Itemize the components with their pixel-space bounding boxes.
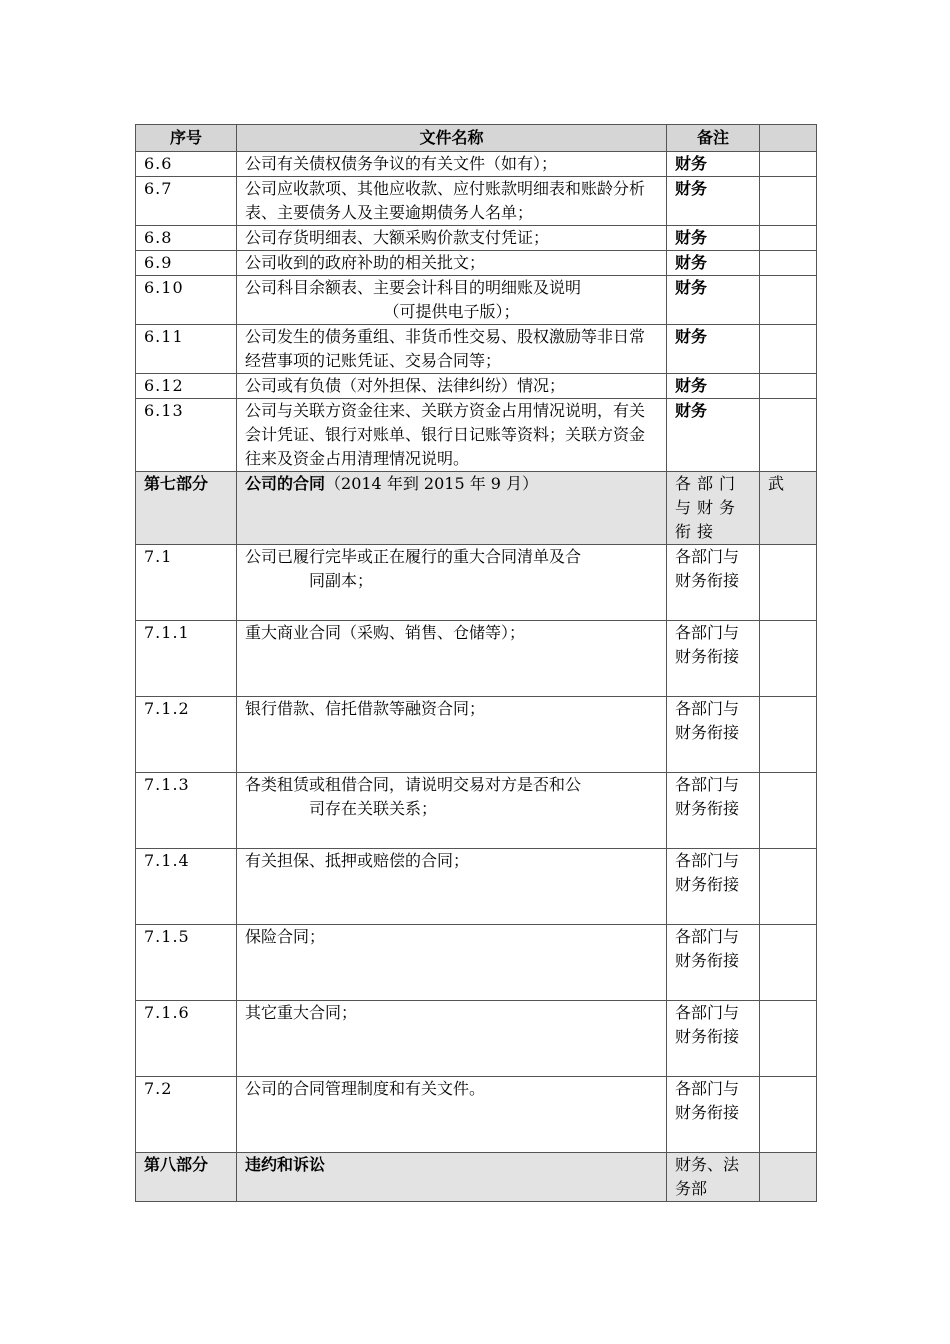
row-text-line2: 同副本； [309,571,374,590]
row-number: 6.11 [136,325,237,374]
row-number: 6.6 [136,152,237,177]
row-text [237,545,667,621]
row-extra [760,1077,817,1153]
section-title-rest: （2014 年到 2015 年 9 月） [325,474,539,493]
row-text-line2: 司存在关联关系； [309,799,438,818]
row-extra [760,276,817,325]
table-row [136,697,817,773]
row-extra [760,251,817,276]
row-text: 公司应收款项、其他应收款、应付账款明细表和账龄分析表、主要债务人及主要逾期债务人名单； [237,177,667,226]
row-note: 财务 [667,276,760,325]
row-number: 6.8 [136,226,237,251]
row-text-line1: 各类租赁或租借合同，请说明交易对方是否和公 [245,775,582,794]
table-row [136,399,817,472]
row-number: 6.10 [136,276,237,325]
row-note: 财务 [667,177,760,226]
table-row [136,226,817,251]
row-extra [760,226,817,251]
section-number: 第八部分 [136,1153,237,1202]
row-extra [760,773,817,849]
row-number: 7.1.5 [136,925,237,1001]
row-extra [760,399,817,472]
row-text: 银行借款、信托借款等融资合同； [237,697,667,773]
section-title-bold: 公司的合同 [245,474,326,493]
row-note: 各部门与财务衔接 [667,1077,760,1153]
row-number: 7.1.2 [136,697,237,773]
row-note: 财务 [667,152,760,177]
row-note: 财务 [667,399,760,472]
row-note: 各部门与财务衔接 [667,621,760,697]
header-extra [760,125,817,152]
row-note: 各部门与财务衔接 [667,773,760,849]
header-filename: 文件名称 [237,125,667,152]
table-row [136,251,817,276]
table-row [136,621,817,697]
section-extra: 武 [760,472,817,545]
row-number: 6.13 [136,399,237,472]
row-extra [760,374,817,399]
table-row [136,773,817,849]
row-text-line1: 公司已履行完毕或正在履行的重大合同清单及合 [245,547,582,566]
row-extra [760,1001,817,1077]
row-extra [760,177,817,226]
header-seq: 序号 [136,125,237,152]
section-title [237,472,667,545]
row-number: 6.7 [136,177,237,226]
row-number: 6.12 [136,374,237,399]
table-header-row [136,125,817,152]
table-row [136,925,817,1001]
table-row [136,325,817,374]
table-row [136,276,817,325]
table-row [136,1077,817,1153]
section-note: 财务、法务部 [667,1153,760,1202]
document-table [135,124,817,1202]
row-extra [760,545,817,621]
row-note: 财务 [667,374,760,399]
row-text: 公司发生的债务重组、非货币性交易、股权激励等非日常经营事项的记账凭证、交易合同等； [237,325,667,374]
table-row [136,177,817,226]
row-note: 财务 [667,226,760,251]
table-row [136,545,817,621]
row-extra [760,849,817,925]
row-extra [760,925,817,1001]
section-extra [760,1153,817,1202]
table-row [136,374,817,399]
row-note: 财务 [667,325,760,374]
row-number: 7.2 [136,1077,237,1153]
row-text: 公司有关债权债务争议的有关文件（如有）； [237,152,667,177]
row-text: 公司存货明细表、大额采购价款支付凭证； [237,226,667,251]
table-row [136,849,817,925]
row-text: 保险合同； [237,925,667,1001]
row-note: 各部门与财务衔接 [667,849,760,925]
section-row-8 [136,1153,817,1202]
row-text: 公司与关联方资金往来、关联方资金占用情况说明，有关会计凭证、银行对账单、银行日记账等资料；关联方资金往来及资金占用清理情况说明。 [237,399,667,472]
row-number: 7.1 [136,545,237,621]
row-text: 其它重大合同； [237,1001,667,1077]
section-title: 违约和诉讼 [237,1153,667,1202]
row-number: 6.9 [136,251,237,276]
section-note: 各部门与财务衔接 [667,472,760,545]
section-row-7 [136,472,817,545]
row-extra [760,152,817,177]
row-note: 各部门与财务衔接 [667,697,760,773]
row-text: 有关担保、抵押或赔偿的合同； [237,849,667,925]
row-note: 各部门与财务衔接 [667,1001,760,1077]
row-text-line1: 公司科目余额表、主要会计科目的明细账及说明 [245,278,582,297]
row-number: 7.1.6 [136,1001,237,1077]
row-text: 公司或有负债（对外担保、法律纠纷）情况； [237,374,667,399]
row-note: 各部门与财务衔接 [667,925,760,1001]
row-note: 财务 [667,251,760,276]
row-extra [760,697,817,773]
section-number: 第七部分 [136,472,237,545]
row-number: 7.1.3 [136,773,237,849]
row-text: 公司收到的政府补助的相关批文； [237,251,667,276]
row-number: 7.1.4 [136,849,237,925]
row-note: 各部门与财务衔接 [667,545,760,621]
header-note: 备注 [667,125,760,152]
row-text: 公司的合同管理制度和有关文件。 [237,1077,667,1153]
row-text-line2: （可提供电子版）； [383,302,520,321]
row-number: 7.1.1 [136,621,237,697]
table-row [136,152,817,177]
row-extra [760,621,817,697]
row-text [237,276,667,325]
row-text [237,773,667,849]
table-row [136,1001,817,1077]
row-extra [760,325,817,374]
row-text: 重大商业合同（采购、销售、仓储等）； [237,621,667,697]
